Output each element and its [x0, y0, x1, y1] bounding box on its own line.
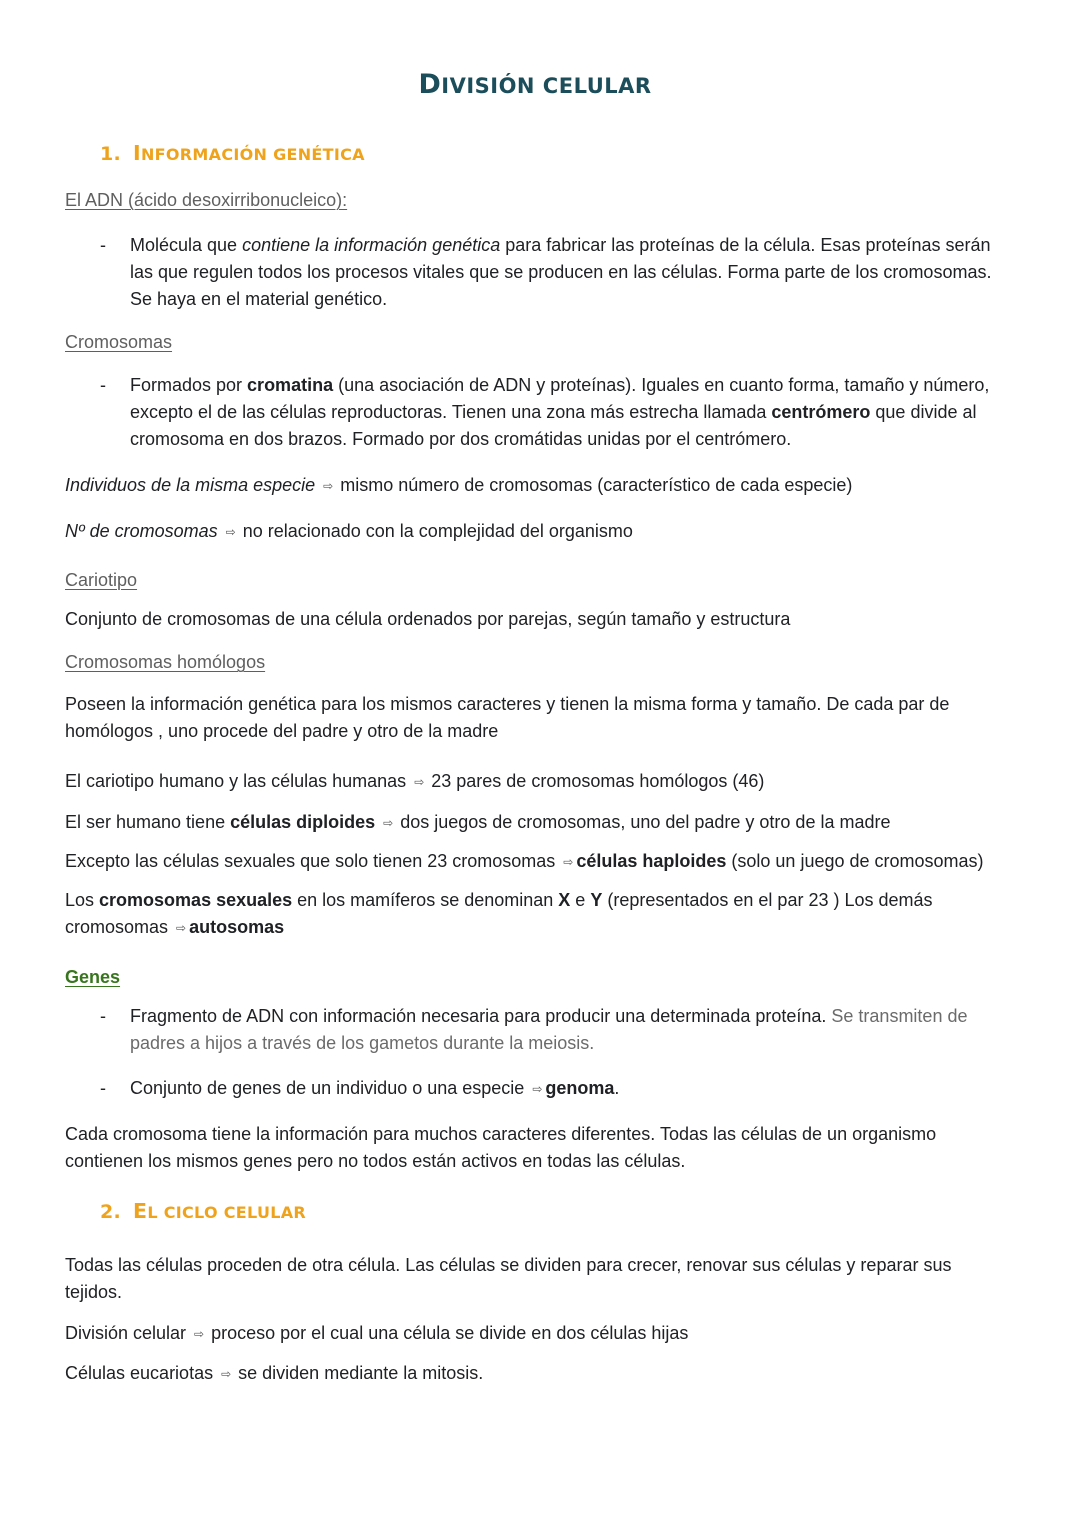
- adn-text-rest: para fabricar las proteínas de la célula. Esas proteínas serán las que regulen todos los procesos vitales que se producen en las células. Forma parte de los cromosomas. Se haya en el material genético.: [130, 235, 992, 309]
- cada-cromosoma-text: Cada cromosoma tiene la información para muchos caracteres diferentes. Todas las células de un organismo contienen los mismos genes pero no todos están activos en todas las células.: [65, 1124, 937, 1171]
- cromosomas-label-row: [65, 329, 1005, 356]
- eucariotas-text: se dividen mediante la mitosis.: [238, 1363, 484, 1383]
- eucariotas-term: Células eucariotas: [65, 1363, 214, 1383]
- homologos-text: Poseen la información genética para los mismos caracteres y tienen la misma forma y tamaño. De cada par de homólogos , uno procede del padre y otro de la madre: [65, 694, 950, 741]
- section-2-number: 2.: [100, 1201, 122, 1223]
- haploides-term: células haploides: [576, 851, 727, 871]
- ciclo-intro-text: Todas las células proceden de otra célula. Las células se dividen para crecer, renovar sus células y reparar sus tejidos.: [65, 1255, 952, 1302]
- sexuales-text-4: (representados en el par 23 ) Los demás cromosomas: [65, 890, 933, 937]
- list-item-cromosomas: [65, 372, 1005, 453]
- adn-label: El ADN (ácido desoxirribonucleico):: [65, 190, 348, 210]
- document-title: [65, 68, 1005, 103]
- cromosomas-label: Cromosomas: [65, 332, 173, 352]
- diploides-term: células diploides: [230, 812, 376, 832]
- arrow-icon: ⇨: [176, 921, 187, 935]
- section-1-title: INFORMACIÓN GENÉTICA: [133, 141, 365, 165]
- list-item-genes-1: [65, 1003, 1005, 1057]
- bullet-marker: -: [100, 1006, 106, 1026]
- genoma-term: genoma: [545, 1078, 615, 1098]
- sexuales-term: cromosomas sexuales: [99, 890, 293, 910]
- document-title-text: DIVISIÓN CELULAR: [418, 69, 652, 100]
- cariotipo-text: Conjunto de cromosomas de una célula ordenados por parejas, según tamaño y estructura: [65, 609, 791, 629]
- sexuales-text-2: en los mamíferos se denominan: [292, 890, 559, 910]
- numero-term: Nº de cromosomas: [65, 521, 218, 541]
- cromosomas-text-end: que divide al cromosoma en dos brazos. Formado por dos cromátidas unidas por el centrómero.: [130, 402, 977, 449]
- especie-text: mismo número de cromosomas (característico de cada especie): [340, 475, 853, 495]
- adn-text-start: Molécula que: [130, 235, 243, 255]
- arrow-icon: ⇨: [225, 525, 236, 539]
- diploides-line: [65, 809, 1005, 837]
- haploides-text-end: (solo un juego de cromosomas): [726, 851, 984, 871]
- diploides-text-end: dos juegos de cromosomas, uno del padre y otro de la madre: [400, 812, 891, 832]
- genes-label: Genes: [65, 967, 121, 987]
- cromosomas-text-middle: (una asociación de ADN y proteínas). Iguales en cuanto forma, tamaño y número, excepto el de las células reproductoras. Tienen una zona más estrecha llamada: [130, 375, 990, 422]
- x-term: X: [558, 890, 571, 910]
- sexuales-text-1: Los: [65, 890, 100, 910]
- haploides-text-start: Excepto las células sexuales que solo tienen 23 cromosomas: [65, 851, 556, 871]
- numero-text: no relacionado con la complejidad del organismo: [242, 521, 633, 541]
- numero-line: [65, 518, 1005, 546]
- sexuales-text-3: e: [570, 890, 591, 910]
- homologos-label: Cromosomas homólogos: [65, 652, 266, 672]
- diploides-text-start: El ser humano tiene: [65, 812, 231, 832]
- especie-term: Individuos de la misma especie: [65, 475, 316, 495]
- arrow-icon: ⇨: [414, 775, 425, 789]
- centromero-term: centrómero: [771, 402, 871, 422]
- adn-label-row: [65, 187, 1005, 214]
- adn-text-emphasis: contiene la información genética: [242, 235, 501, 255]
- genes-item2-text: Conjunto de genes de un individuo o una especie: [130, 1078, 525, 1098]
- bullet-marker: -: [100, 1078, 106, 1098]
- arrow-icon: ⇨: [383, 816, 394, 830]
- especie-line: [65, 472, 1005, 500]
- division-text: proceso por el cual una célula se divide en dos células hijas: [211, 1323, 689, 1343]
- genes-item2-end: .: [614, 1078, 620, 1098]
- list-item-adn: [65, 232, 1005, 313]
- arrow-icon: ⇨: [532, 1082, 543, 1096]
- genes-item1-muted: Se transmiten de padres a hijos a través de los gametos durante la meiosis.: [130, 1006, 968, 1053]
- autosomas-term: autosomas: [189, 917, 285, 937]
- haploides-line: [65, 848, 1005, 876]
- humano-line: [65, 768, 1005, 796]
- section-1-heading: [65, 140, 1005, 168]
- division-term: División celular: [65, 1323, 187, 1343]
- humano-text: 23 pares de cromosomas homólogos (46): [431, 771, 765, 791]
- arrow-icon: ⇨: [221, 1367, 232, 1381]
- arrow-icon: ⇨: [563, 855, 574, 869]
- genes-item1-text: Fragmento de ADN con información necesaria para producir una determinada proteína.: [130, 1006, 832, 1026]
- division-line: [65, 1320, 1005, 1348]
- sexuales-line: [65, 887, 1005, 942]
- bullet-marker: -: [100, 235, 106, 255]
- arrow-icon: ⇨: [194, 1327, 205, 1341]
- eucariotas-line: [65, 1360, 1005, 1388]
- cariotipo-label: Cariotipo: [65, 570, 138, 590]
- bullet-marker: -: [100, 375, 106, 395]
- arrow-icon: ⇨: [323, 479, 334, 493]
- section-2-title: EL CICLO CELULAR: [133, 1199, 307, 1223]
- homologos-label-row: [65, 649, 1005, 676]
- humano-term: El cariotipo humano y las células humanas: [65, 771, 407, 791]
- section-2-heading: [65, 1198, 1005, 1226]
- genes-label-row: [65, 964, 1005, 991]
- section-1-number: 1.: [100, 143, 122, 165]
- cromatina-term: cromatina: [247, 375, 334, 395]
- list-item-genes-2: [65, 1075, 1005, 1103]
- y-term: Y: [590, 890, 603, 910]
- cromosomas-text-start: Formados por: [130, 375, 248, 395]
- cariotipo-label-row: [65, 567, 1005, 594]
